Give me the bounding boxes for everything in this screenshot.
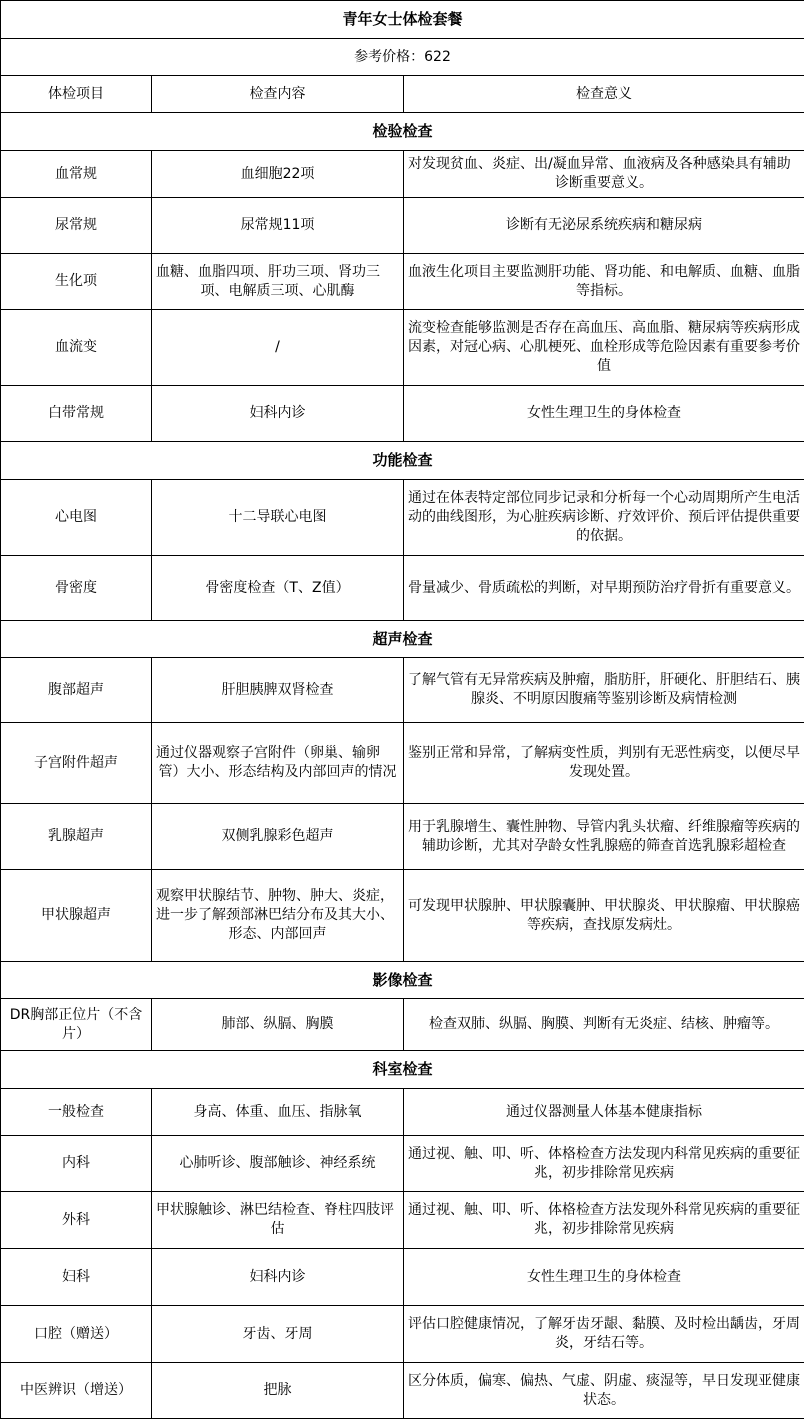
table-row [1,1192,804,1249]
table-row [1,556,804,621]
item-name: 血流变 [1,310,152,386]
item-meaning: 诊断有无泌尿系统疾病和糖尿病 [404,198,804,254]
item-content: / [152,310,404,386]
item-content: 肺部、纵膈、胸膜 [152,999,404,1051]
table-row [1,254,804,310]
item-content: 血细胞22项 [152,151,404,198]
item-name: 乳腺超声 [1,804,152,870]
item-name: 心电图 [1,480,152,556]
item-name: 中医辨识（增送） [1,1363,152,1419]
item-name: 子宫附件超声 [1,723,152,804]
table-row [1,151,804,198]
item-meaning: 骨量减少、骨质疏松的判断，对早期预防治疗骨折有重要意义。 [404,556,804,621]
table-row [1,1249,804,1306]
table-row [1,198,804,254]
item-name: DR胸部正位片（不含片） [1,999,152,1051]
item-meaning: 可发现甲状腺肿、甲状腺囊肿、甲状腺炎、甲状腺瘤、甲状腺癌等疾病，查找原发病灶。 [404,870,804,962]
item-name: 妇科 [1,1249,152,1306]
item-name: 白带常规 [1,386,152,442]
table-row [1,804,804,870]
item-meaning: 通过视、触、叩、听、体格检查方法发现外科常见疾病的重要征兆，初步排除常见疾病 [404,1192,804,1249]
package-title: 青年女士体检套餐 [1,1,804,39]
table-row [1,386,804,442]
price-label: 参考价格：622 [1,39,804,76]
item-name: 内科 [1,1136,152,1192]
item-content: 把脉 [152,1363,404,1419]
item-name: 尿常规 [1,198,152,254]
item-content: 骨密度检查（T、Z值） [152,556,404,621]
item-name: 外科 [1,1192,152,1249]
item-content: 心肺听诊、腹部触诊、神经系统 [152,1136,404,1192]
item-meaning: 区分体质，偏寒、偏热、气虚、阴虚、痰湿等，早日发现亚健康状态。 [404,1363,804,1419]
header-content: 检查内容 [152,76,404,113]
item-content: 肝胆胰脾双肾检查 [152,658,404,723]
table-row [1,1089,804,1136]
table-row [1,1363,804,1419]
table-row [1,1136,804,1192]
item-name: 一般检查 [1,1089,152,1136]
item-content: 身高、体重、血压、指脉氧 [152,1089,404,1136]
table-row [1,1306,804,1363]
item-content: 甲状腺触诊、淋巴结检查、脊柱四肢评估 [152,1192,404,1249]
header-item: 体检项目 [1,76,152,113]
item-content: 血糖、血脂四项、肝功三项、肾功三项、电解质三项、心肌酶 [152,254,404,310]
item-meaning: 女性生理卫生的身体检查 [404,386,804,442]
table-row [1,723,804,804]
item-meaning: 了解气管有无异常疾病及肿瘤，脂肪肝，肝硬化、肝胆结石、胰腺炎、不明原因腹痛等鉴别诊断及病情检测 [404,658,804,723]
item-content: 通过仪器观察子宫附件（卵巢、输卵管）大小、形态结构及内部回声的情况 [152,723,404,804]
item-meaning: 检查双肺、纵膈、胸膜、判断有无炎症、结核、肿瘤等。 [404,999,804,1051]
item-name: 甲状腺超声 [1,870,152,962]
item-content: 观察甲状腺结节、肿物、肿大、炎症，进一步了解颈部淋巴结分布及其大小、形态、内部回声 [152,870,404,962]
item-meaning: 女性生理卫生的身体检查 [404,1249,804,1306]
table-row [1,480,804,556]
section-heading: 科室检查 [1,1051,804,1089]
header-meaning: 检查意义 [404,76,804,113]
section-heading: 检验检查 [1,113,804,151]
header-row [1,76,804,113]
item-content: 十二导联心电图 [152,480,404,556]
item-meaning: 血液生化项目主要监测肝功能、肾功能、和电解质、血糖、血脂等指标。 [404,254,804,310]
item-name: 口腔（赠送） [1,1306,152,1363]
item-meaning: 通过仪器测量人体基本健康指标 [404,1089,804,1136]
item-name: 骨密度 [1,556,152,621]
item-content: 妇科内诊 [152,386,404,442]
item-name: 血常规 [1,151,152,198]
table-row [1,870,804,962]
item-meaning: 通过在体表特定部位同步记录和分析每一个心动周期所产生电活动的曲线图形，为心脏疾病诊断、疗效评价、预后评估提供重要的依据。 [404,480,804,556]
item-name: 腹部超声 [1,658,152,723]
item-meaning: 评估口腔健康情况，了解牙齿牙龈、黏膜、及时检出龋齿，牙周炎，牙结石等。 [404,1306,804,1363]
item-meaning: 流变检查能够监测是否存在高血压、高血脂、糖尿病等疾病形成因素，对冠心病、心肌梗死、血栓形成等危险因素有重要参考价值 [404,310,804,386]
item-meaning: 对发现贫血、炎症、出/凝血异常、血液病及各种感染具有辅助诊断重要意义。 [404,151,804,198]
item-content: 尿常规11项 [152,198,404,254]
section-heading: 功能检查 [1,442,804,480]
item-meaning: 用于乳腺增生、囊性肿物、导管内乳头状瘤、纤维腺瘤等疾病的辅助诊断，尤其对孕龄女性乳腺癌的筛查首选乳腺彩超检查 [404,804,804,870]
table-row [1,658,804,723]
item-name: 生化项 [1,254,152,310]
item-content: 双侧乳腺彩色超声 [152,804,404,870]
item-meaning: 通过视、触、叩、听、体格检查方法发现内科常见疾病的重要征兆，初步排除常见疾病 [404,1136,804,1192]
item-content: 妇科内诊 [152,1249,404,1306]
item-content: 牙齿、牙周 [152,1306,404,1363]
section-heading: 超声检查 [1,621,804,658]
table-row [1,999,804,1051]
table-row [1,310,804,386]
item-meaning: 鉴别正常和异常，了解病变性质，判别有无恶性病变，以便尽早发现处置。 [404,723,804,804]
section-heading: 影像检查 [1,962,804,999]
